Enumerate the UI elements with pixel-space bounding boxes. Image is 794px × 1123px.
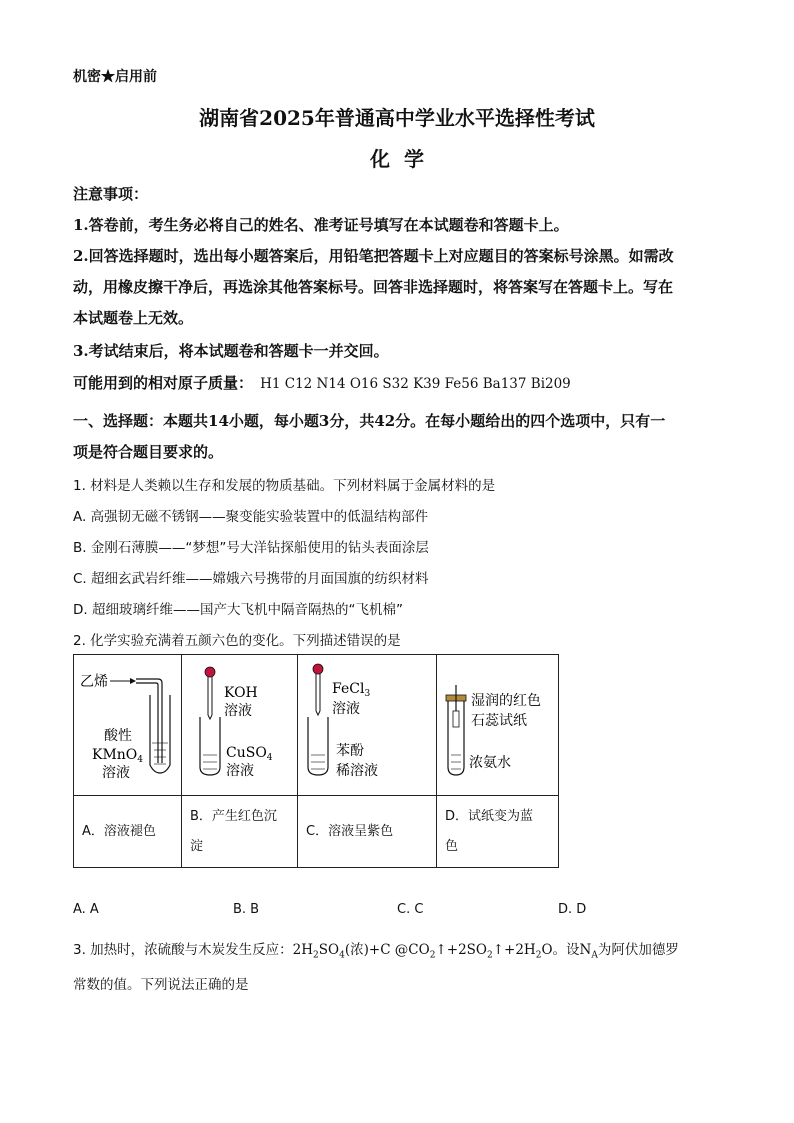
- phenol-label: 苯酚: [336, 743, 364, 759]
- q2-choice-a: A. A: [73, 902, 99, 917]
- litmus-paper-icon: [453, 711, 459, 727]
- q2-experiment-table: [73, 654, 559, 868]
- section-1-line-2: 项是符合题目要求的。: [73, 443, 224, 461]
- koh-solution-label: 溶液: [224, 703, 252, 719]
- confidential-mark: 机密★启用前: [73, 69, 157, 85]
- q2-diagram-a: [74, 655, 182, 796]
- ammonia-label: 浓氨水: [469, 755, 511, 771]
- q1-stem: 1. 材料是人类赖以生存和发展的物质基础。下列材料属于金属材料的是: [73, 478, 496, 494]
- q2-stem: 2. 化学实验充满着五颜六色的变化。下列描述错误的是: [73, 633, 401, 649]
- fecl3-label: FeCl$_3$: [332, 681, 371, 699]
- dropper-bulb-icon: [313, 664, 323, 674]
- litmus-paper-label: 石蕊试纸: [471, 713, 527, 729]
- koh-cuso4-diagram: [182, 655, 297, 791]
- q2-label-c: C．溶液呈紫色: [298, 796, 437, 868]
- red-litmus-label: 湿润的红色: [471, 693, 541, 709]
- atomic-masses: [73, 372, 571, 393]
- phenol-solution-label: 稀溶液: [336, 763, 378, 779]
- q2-choice-d: D. D: [558, 902, 587, 917]
- koh-label: KOH: [224, 685, 258, 701]
- notice-item-3: 3.考试结束后，将本试题卷和答题卡一并交回。: [73, 342, 389, 360]
- q3-line-1: 3. 加热时，浓硫酸与木炭发生反应：$2H_2SO_4$(浓)+C $@CO_2↑+2SO_2↑+2H_2O$。设$N_A$为阿伏加德罗: [73, 942, 679, 961]
- q1-option-c: C. 超细玄武岩纤维——嫦娥六号携带的月面国旗的纺织材料: [73, 571, 429, 587]
- notice-item-2-line-1: 2.回答选择题时，选出每小题答案后，用铅笔把答题卡上对应题目的答案标号涂黑。如需改: [73, 247, 674, 265]
- fecl3-phenol-diagram: [298, 655, 436, 791]
- fecl3-solution-label: 溶液: [332, 701, 360, 717]
- atomic-masses-values: H1 C12 N14 O16 S32 K39 Fe56 Ba137 Bi209: [260, 376, 571, 392]
- q1-option-b: B. 金刚石薄膜——“梦想”号大洋钻探船使用的钻头表面涂层: [73, 540, 429, 556]
- notice-item-2-line-3: 本试题卷上无效。: [73, 309, 194, 327]
- acidic-label: 酸性: [104, 728, 132, 744]
- q3-line-2: 常数的值。下列说法正确的是: [73, 977, 249, 993]
- q2-diagram-b: [182, 655, 298, 796]
- dropper-bulb-icon: [205, 667, 215, 677]
- notice-heading: 注意事项：: [73, 185, 149, 203]
- ethylene-kmno4-diagram: [74, 655, 181, 791]
- q2-label-d: D．试纸变为蓝 色: [437, 796, 559, 868]
- q1-option-a: A. 高强韧无磁不锈钢——聚变能实验装置中的低温结构部件: [73, 509, 429, 525]
- notice-item-1: 1.答卷前，考生务必将自己的姓名、准考证号填写在本试题卷和答题卡上。: [73, 216, 569, 234]
- kmno4-label: KMnO$_4$: [92, 747, 144, 765]
- atomic-masses-label: 可能用到的相对原子质量：: [73, 374, 254, 392]
- exam-title: 湖南省2025年普通高中学业水平选择性考试: [199, 106, 595, 130]
- subject-title: 化 学: [370, 147, 424, 171]
- cuso4-label: CuSO$_4$: [226, 745, 273, 763]
- ethylene-label: 乙烯: [80, 674, 108, 690]
- q2-label-b: B．产生红色沉 淀: [182, 796, 298, 868]
- q2-choice-b: B. B: [233, 902, 260, 917]
- section-1-line-1: 一、选择题：本题共14小题，每小题3分，共42分。在每小题给出的四个选项中，只有一: [73, 412, 666, 430]
- q2-diagram-c: [298, 655, 437, 796]
- q2-label-a: A．溶液褪色: [74, 796, 182, 868]
- notice-item-2-line-2: 动，用橡皮擦干净后，再选涂其他答案标号。回答非选择题时，将答案写在答题卡上。写在: [73, 278, 674, 296]
- q2-choice-c: C. C: [397, 902, 424, 917]
- q1-option-d: D. 超细玻璃纤维——国产大飞机中隔音隔热的“飞机棉”: [73, 602, 403, 618]
- ammonia-litmus-diagram: [437, 655, 558, 791]
- avogadro-symbol: $N_A$: [579, 942, 598, 961]
- q2-diagram-d: [437, 655, 559, 796]
- cuso4-solution-label: 溶液: [226, 763, 254, 779]
- q3-equation: $2H_2SO_4$(浓)+C $@CO_2↑+2SO_2↑+2H_2O$: [292, 942, 553, 961]
- kmno4-solution-label: 溶液: [102, 765, 130, 781]
